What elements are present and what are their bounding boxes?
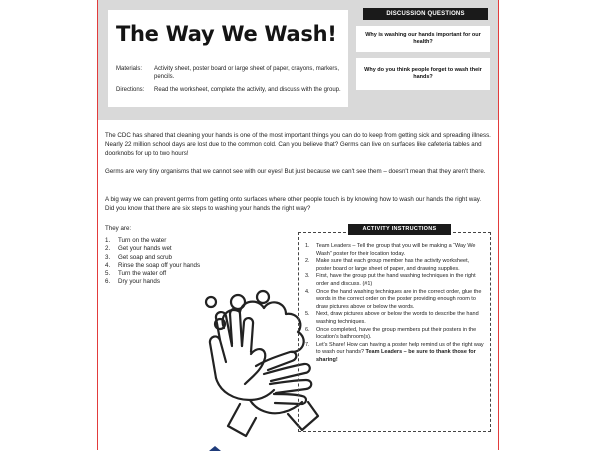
directions-label: Directions:	[116, 87, 145, 93]
list-item: 2. Make sure that each group member has the activity worksheet, poster board or large sheet of paper, and drawing supplies.	[305, 258, 470, 272]
discussion-questions-heading: DISCUSSION QUESTIONS	[363, 8, 488, 20]
directions-text: Read the worksheet, complete the activity, and discuss with the group.	[154, 87, 341, 93]
header-band	[98, 0, 498, 120]
materials-label: Materials:	[116, 66, 143, 72]
intro-paragraph: The CDC has shared that cleaning your hands is one of the most important things you can do to keep from getting sick and spreading illness. Nearly 22 million school days are lost due to the common cold. Can you believe that? Germs can live on surfaces like cafeteria tables and doorknobs for up to two hours!	[105, 132, 491, 157]
list-item: 5. Next, draw pictures above or below the words to describe the hand washing techniques.	[305, 311, 479, 325]
steps-list-label: They are:	[105, 225, 132, 232]
list-item: 7. Let's Share! How can having a poster help remind us of the right way to wash our hands? Team Leaders – be sure to thank those for sharing!	[305, 341, 484, 363]
discussion-question-1: Why is washing our hands important for our health?	[356, 26, 490, 52]
materials-text: Activity sheet, poster board or large sheet of paper, crayons, markers, pencils.	[154, 66, 340, 80]
activity-instructions-heading: ACTIVITY INSTRUCTIONS	[348, 224, 451, 235]
page-title: The Way We Wash!	[116, 22, 337, 46]
germs-paragraph: Germs are very tiny organisms that we cannot see with our eyes! But just because we can't see them – doesn't mean that they aren't there.	[105, 168, 486, 175]
footer-logo-mark	[209, 446, 221, 451]
prevention-paragraph: A big way we can prevent germs from getting onto surfaces where other people touch is by knowing how to wash our hands the right way. Did you know that there are six steps to washing your hands the right way?	[105, 196, 482, 212]
activity-instructions-list	[305, 243, 485, 365]
discussion-question-2: Why do you think people forget to wash their hands?	[356, 58, 490, 90]
list-item: 4. Once the hand washing techniques are in the correct order, glue the words in the correct order on the poster providing enough room to draw pictures above or below the words.	[305, 288, 482, 310]
title-card	[108, 10, 348, 107]
list-item: 1. Team Leaders – Tell the group that you will be making a “Way We Wash” poster for their location today.	[305, 243, 476, 257]
list-item: 3. First, have the group put the hand washing techniques in the right order and discuss. (#1)	[305, 273, 476, 287]
list-item: 6. Once completed, have the group members put their posters in the location's bathroom(s).	[305, 326, 477, 341]
worksheet-page: The Way We Wash! Materials: Activity sheet, poster board or large sheet of paper, crayons, markers, pencils. Directions: Read the worksheet, complete the activity, and discuss with the group. DISCUSSION QUESTIONS Why is washing our hands important for our health? Why do you think people forget to wash their hands? The CDC has shared that cleaning your hands is one of the most important things you can do to keep from getting sick and spreading illness. Nearly 22 million school days are lost due to the common cold. Can you believe that? Germs can live on surfaces like cafeteria tables and doorknobs for up to two hours! Germs are very tiny organisms that we cannot see with our eyes! But just because we can't see them – doesn't mean that they aren't there. A big way we can prevent germs from getting onto surfaces where other people touch is by knowing how to wash our hands the right way. Did you know that there are six steps to washing your hands the right way? They are: 1. Turn on the water 2. Get your hands wet 3. Get soap and scrub 4. Rinse the soap off your hands 5. Turn the water off 6. Dry your hands ACTIVITY INSTRUCTIONS 1. Team Leaders – Tell the group that you will be making a “Way We Wash” poster for their location today. 2. Make sure that each group member has the activity worksheet, poster board or large sheet of paper, and drawing supplies. 3. First, have the group put the hand washing techniques in the right order and discuss. (#1) 4. Once the hand washing techniques are in the correct order, glue the words in the correct order on the poster providing enough room to draw pictures above or below the words. 5. Next, draw pictures above or below the words to describe the hand washing techniques. 6. Once completed, have the group members put their posters in the location's bathroom(s). 7. Let's Share! How can having a poster help remind us of the right way to wash our hands? Team Leaders – be sure to thank those for sharing!	[97, 0, 499, 450]
